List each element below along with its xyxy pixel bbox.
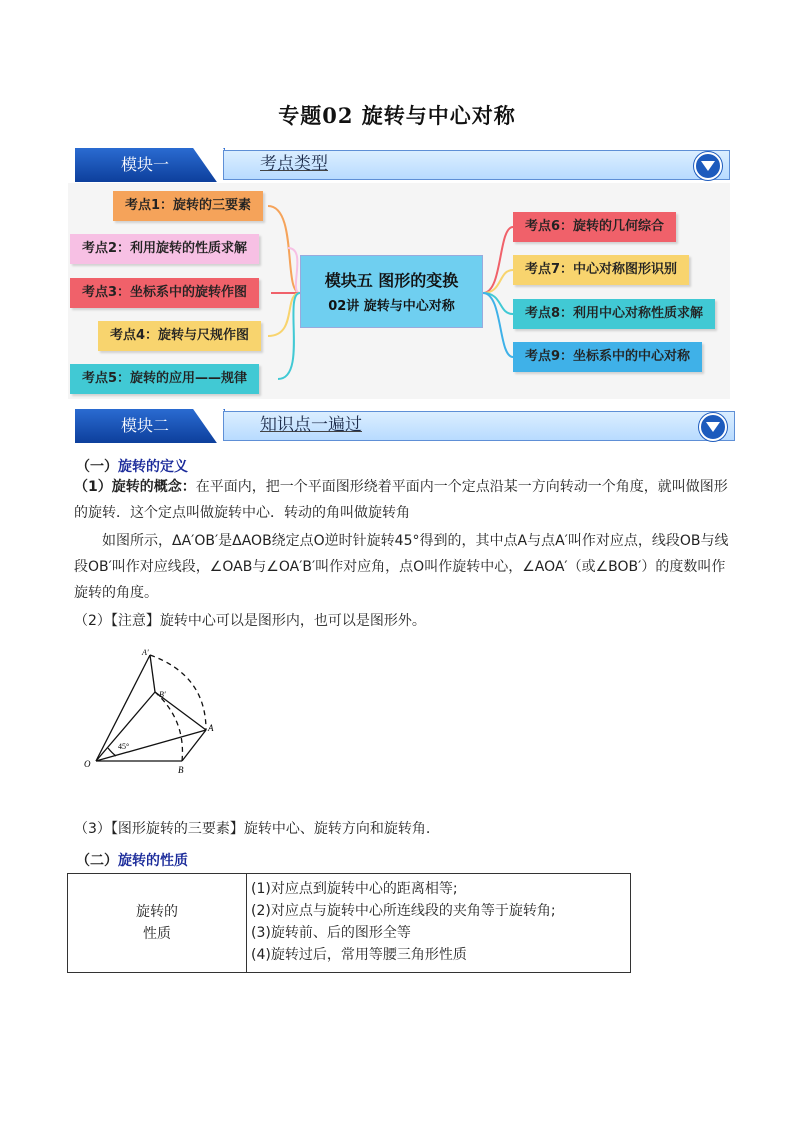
rotation-example: 如图所示，ΔA′OB′是ΔAOB绕定点O逆时针旋转45°得到的，其中点A与点A′叫作对应点，线段OB与线段OB′叫作对应线段，∠OAB与∠OA′B′叫作对应角，点O叫作旋转中心，∠AOA′（或∠BOB′）的度数叫作旋转的角度。 [74,533,729,601]
page-title: 专题02 旋转与中心对称 [278,103,516,128]
mindmap-center-line1: 模块五 图形的变换 [324,271,459,290]
mind-map [68,183,730,399]
table-value-cell [247,874,631,973]
label-angle: 45° [118,742,130,751]
table-row [68,874,631,973]
list-item: (1)对应点到旋转中心的距离相等; [251,881,458,897]
rotation-figure [78,645,228,780]
label-O: O [84,759,91,769]
list-item: (3)旋转前、后的图形全等 [251,925,411,941]
rotation-definition: （1）旋转的概念：在平面内，把一个平面图形绕着平面内一个定点沿某一方向转动一个角度，就叫做图形的旋转．这个定点叫做旋转中心．转动的角叫做旋转角 [74,479,728,521]
rotation-note: （2）【注意】旋转中心可以是图形内，也可以是图形外。 [74,613,426,629]
mindmap-center-line2: 02讲 旋转与中心对称 [328,299,455,314]
module1-heading: 考点类型 [260,154,328,174]
mindmap-right-item: 考点8：利用中心对称性质求解 [513,299,715,329]
label-B: B [178,765,184,775]
section2-heading: （二）旋转的性质 [76,853,188,869]
module2-label: 模块二 [75,409,225,443]
label-A-prime: A′ [142,648,149,657]
list-item: (4)旋转过后，常用等腰三角形性质 [251,947,467,963]
mindmap-left-item: 考点3：坐标系中的旋转作图 [70,278,259,308]
table-label-cell: 旋转的 性质 [68,874,247,973]
module2-heading-bar [223,411,735,441]
module1-heading-bar [223,150,730,180]
three-elements: （3）【图形旋转的三要素】旋转中心、旋转方向和旋转角. [74,821,431,837]
module1-banner [75,148,730,182]
expand-down-icon[interactable] [694,152,722,180]
list-item: (2)对应点与旋转中心所连线段的夹角等于旋转角; [251,903,556,919]
module1-label: 模块一 [75,148,225,182]
expand-down-icon[interactable] [699,413,727,441]
label-B-prime: B′ [159,690,166,699]
section1-heading: （一）旋转的定义 [76,459,188,475]
module2-heading: 知识点一遍过 [260,415,362,435]
module2-banner [75,409,735,443]
mindmap-left-item: 考点4：旋转与尺规作图 [98,321,261,351]
mindmap-center [300,255,483,328]
mindmap-left-item: 考点5：旋转的应用——规律 [70,364,259,394]
mindmap-right-item: 考点9：坐标系中的中心对称 [513,342,702,372]
mindmap-right-item: 考点7：中心对称图形识别 [513,255,689,285]
mindmap-right-item: 考点6：旋转的几何综合 [513,212,676,242]
label-A: A [208,723,214,733]
mindmap-left-item: 考点1：旋转的三要素 [113,191,263,221]
properties-table [67,873,631,973]
mindmap-left-item: 考点2：利用旋转的性质求解 [70,234,259,264]
